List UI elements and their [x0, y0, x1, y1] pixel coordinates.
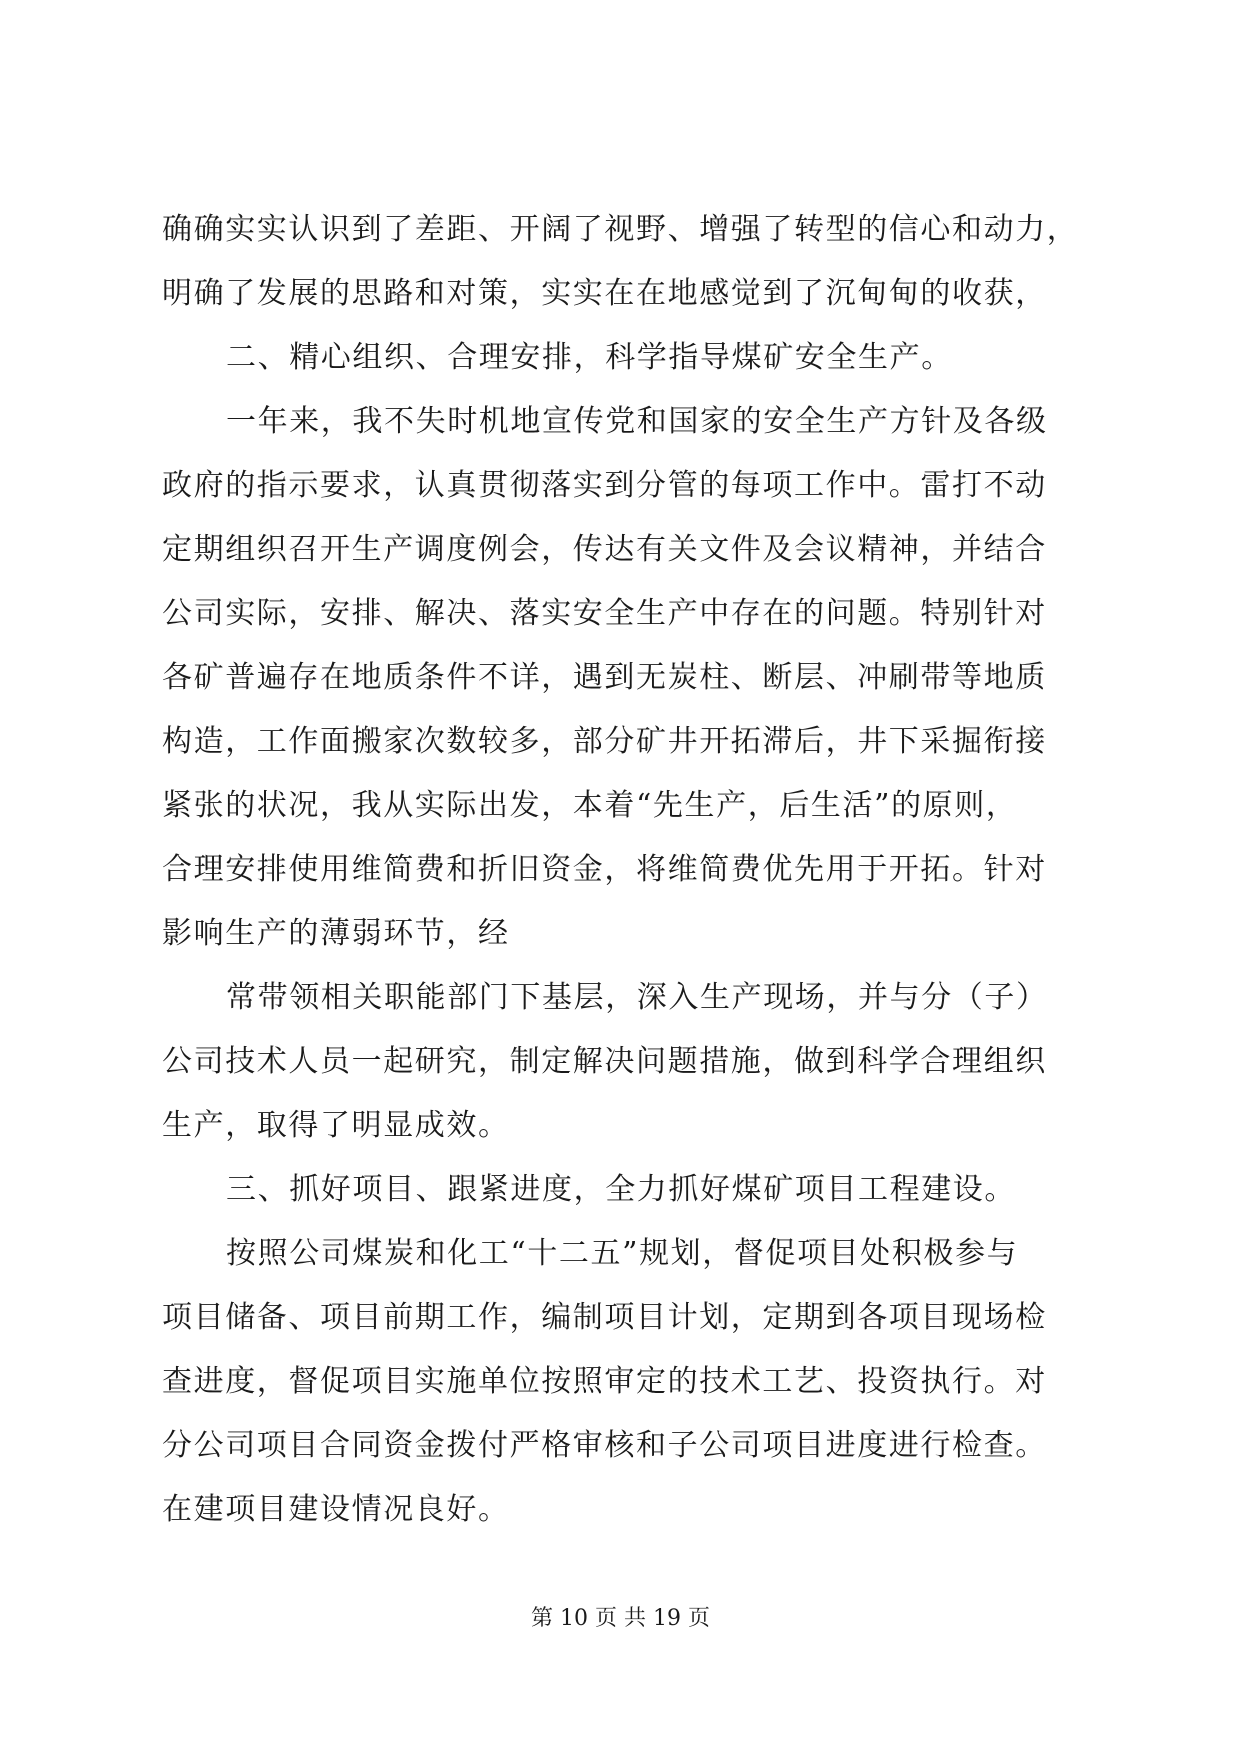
body-text	[162, 198, 1092, 1542]
text-line: 合理安排使用维简费和折旧资金，将维简费优先用于开拓。针对	[162, 852, 1047, 887]
text-line: 紧张的状况，我从实际出发，本着“先生产，后生活”的原则，	[162, 788, 1018, 823]
text-line: 政府的指示要求，认真贯彻落实到分管的每项工作中。雷打不动	[162, 468, 1047, 503]
text-line: 一年来，我不失时机地宣传党和国家的安全生产方针及各级	[226, 404, 1048, 439]
page-number-footer: 第 10 页 共 19 页	[531, 1606, 710, 1631]
text-line: 构造，工作面搬家次数较多，部分矿井开拓滞后，井下采掘衔接	[162, 724, 1047, 759]
text-line: 确确实实认识到了差距、开阔了视野、增强了转型的信心和动力，	[162, 212, 1079, 247]
text-line: 按照公司煤炭和化工“十二五”规划，督促项目处积极参与	[226, 1236, 1019, 1271]
text-line: 明确了发展的思路和对策，实实在在地感觉到了沉甸甸的收获，	[162, 276, 1047, 311]
section-heading-2: 二、精心组织、合理安排，科学指导煤矿安全生产。	[226, 340, 953, 375]
text-line: 常带领相关职能部门下基层，深入生产现场，并与分（子）	[226, 980, 1048, 1015]
text-line: 各矿普遍存在地质条件不详，遇到无炭柱、断层、冲刷带等地质	[162, 660, 1047, 695]
text-line: 影响生产的薄弱环节，经	[162, 916, 510, 951]
text-line: 查进度，督促项目实施单位按照审定的技术工艺、投资执行。对	[162, 1364, 1047, 1399]
text-line: 项目储备、项目前期工作，编制项目计划，定期到各项目现场检	[162, 1300, 1047, 1335]
text-line: 公司实际，安排、解决、落实安全生产中存在的问题。特别针对	[162, 596, 1047, 631]
text-line: 生产，取得了明显成效。	[162, 1108, 510, 1143]
section-heading-3: 三、抓好项目、跟紧进度，全力抓好煤矿项目工程建设。	[226, 1172, 1016, 1207]
text-line: 在建项目建设情况良好。	[162, 1492, 510, 1527]
text-line: 定期组织召开生产调度例会，传达有关文件及会议精神，并结合	[162, 532, 1047, 567]
text-line: 分公司项目合同资金拨付严格审核和子公司项目进度进行检查。	[162, 1428, 1047, 1463]
text-line: 公司技术人员一起研究，制定解决问题措施，做到科学合理组织	[162, 1044, 1047, 1079]
